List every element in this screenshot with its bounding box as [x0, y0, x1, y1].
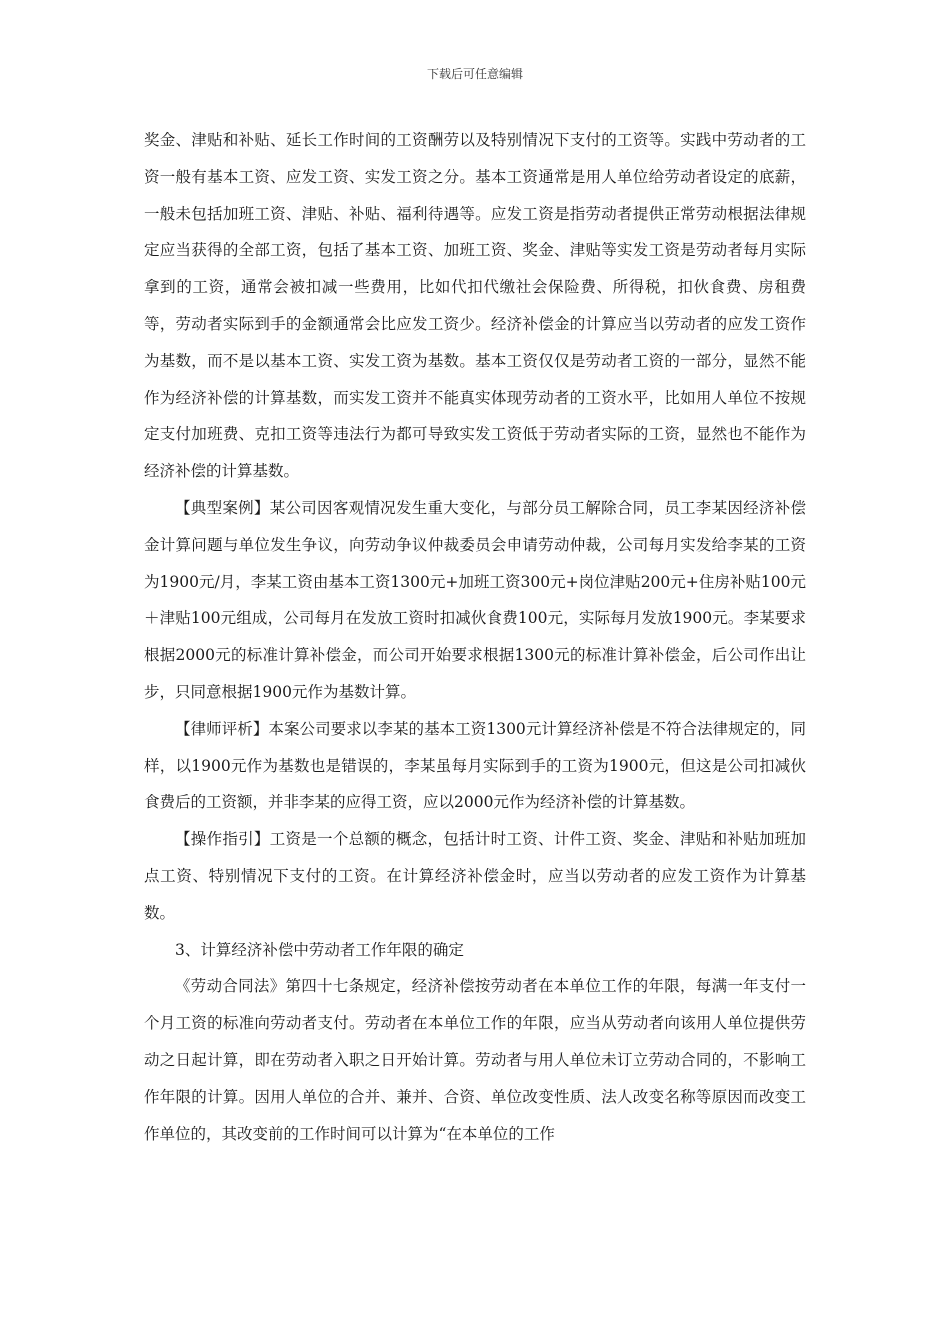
paragraph-labor-contract-law: 《劳动合同法》第四十七条规定，经济补偿按劳动者在本单位工作的年限，每满一年支付一个月工资的标准向劳动者支付。劳动者在本单位工作的年限，应当从劳动者向该用人单位提供劳动之日起计算，即在劳动者入职之日开始计算。劳动者与用人单位未订立劳动合同的，不影响工作年限的计算。因用人单位的合并、兼并、合资、单位改变性质、法人改变名称等原因而改变工作单位的，其改变前的工作时间可以计算为“在本单位的工作 [144, 977, 806, 1143]
paragraph-operation-guide: 【操作指引】工资是一个总额的概念，包括计时工资、计件工资、奖金、津贴和补贴加班加点工资、特别情况下支付的工资。在计算经济补偿金时，应当以劳动者的应发工资作为计算基数。 [144, 830, 806, 922]
paragraph-lawyer-analysis: 【律师评析】本案公司要求以李某的基本工资1300元计算经济补偿是不符合法律规定的，同样，以1900元作为基数也是错误的，李某虽每月实际到手的工资为1900元，但这是公司扣减伙食费后的工资额，并非李某的应得工资，应以2000元作为经济补偿的计算基数。 [144, 719, 806, 812]
page-header: 下载后可任意编辑 [426, 67, 523, 81]
paragraph-wage-definition: 奖金、津贴和补贴、延长工作时间的工资酬劳以及特别情况下支付的工资等。实践中劳动者的工资一般有基本工资、应发工资、实发工资之分。基本工资通常是用人单位给劳动者设定的底薪，一般未包括加班工资、津贴、补贴、福利待遇等。应发工资是指劳动者提供正常劳动根据法律规定应当获得的全部工资，包括了基本工资、加班工资、奖金、津贴等实发工资是劳动者每月实际拿到的工资，通常会被扣减一些费用，比如代扣代缴社会保险费、所得税，扣伙食费、房租费等，劳动者实际到手的金额通常会比应发工资少。经济补偿金的计算应当以劳动者的应发工资作为基数，而不是以基本工资、实发工资为基数。基本工资仅仅是劳动者工资的一部分，显然不能作为经济补偿的计算基数，而实发工资并不能真实体现劳动者的工资水平，比如用人单位不按规定支付加班费、克扣工资等违法行为都可导致实发工资低于劳动者实际的工资，显然也不能作为经济补偿的计算基数。 [144, 131, 806, 481]
section-heading-work-years: 3、计算经济补偿中劳动者工作年限的确定 [175, 940, 464, 959]
document-body [144, 122, 806, 1152]
paragraph-typical-case: 【典型案例】某公司因客观情况发生重大变化，与部分员工解除合同，员工李某因经济补偿金计算问题与单位发生争议，向劳动争议仲裁委员会申请劳动仲裁，公司每月实发给李某的工资为1900元/月，李某工资由基本工资1300元+加班工资300元+岗位津贴200元+住房补贴100元＋津贴100元组成，公司每月在发放工资时扣减伙食费100元，实际每月发放1900元。李某要求根据2000元的标准计算补偿金，而公司开始要求根据1300元的标准计算补偿金，后公司作出让步，只同意根据1900元作为基数计算。 [144, 498, 806, 701]
